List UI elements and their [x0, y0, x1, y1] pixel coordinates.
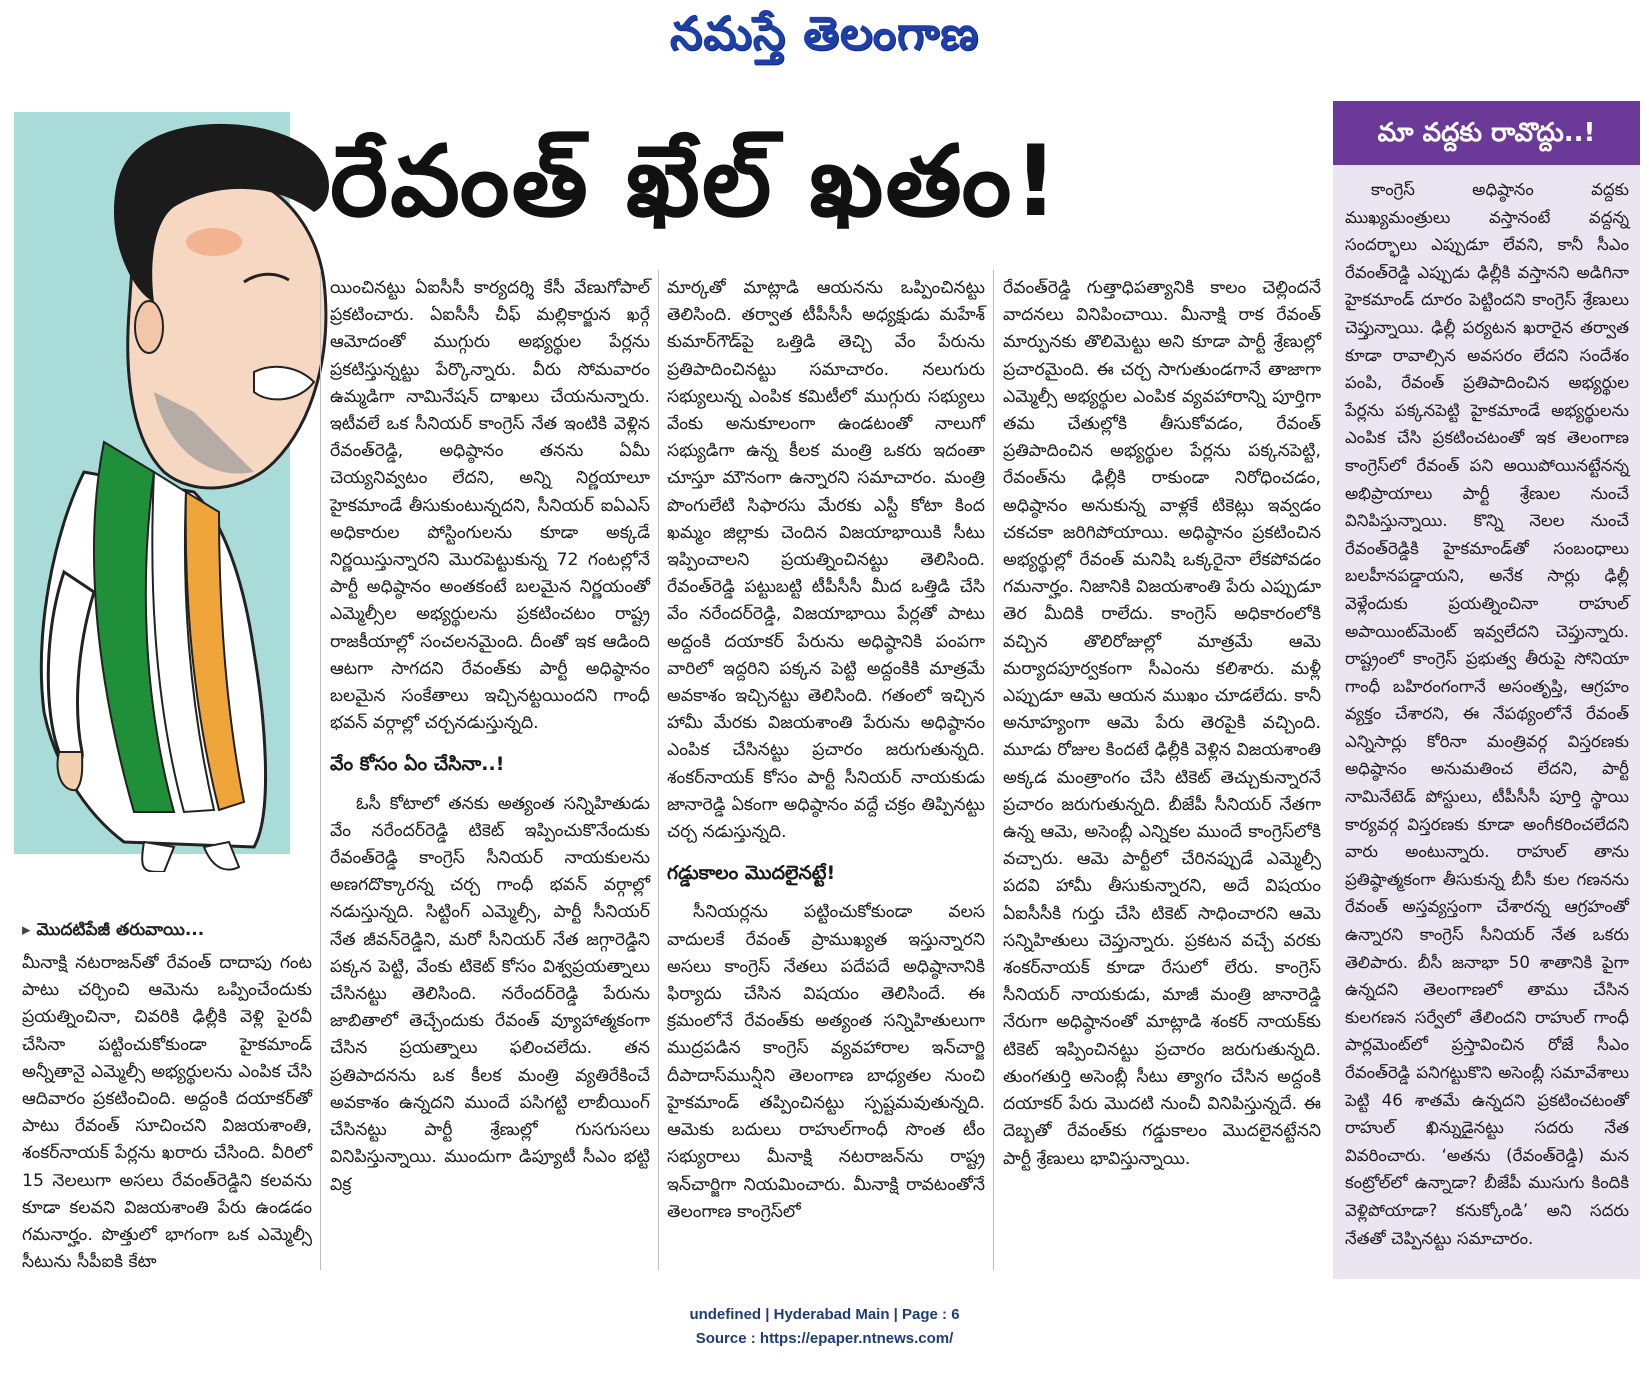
article-column-1 — [22, 950, 312, 1276]
paragraph: కాంగ్రెస్ అధిష్ఠానం వద్దకు ముఖ్యమంత్రులు వస్తానంటే వద్దన్న సందర్భాలు ఎప్పుడూ లేవని, కానీ సీఎం రేవంత్‌రెడ్డి ఎప్పుడు ఢిల్లీకి వస్తానని అడిగినా హైకమాండ్ దూరం పెట్టిందని కాంగ్రెస్ శ్రేణులు చెప్తున్నాయి. ఢిల్లీ పర్యటన ఖరారైన తర్వాత కూడా రావాల్సిన అవసరం లేదని సందేశం పంపి, రేవంత్ ప్రతిపాదించిన అభ్యర్థుల పేర్లను పక్కనపెట్టి హైకమాండే అభ్యర్థులను ఎంపిక చేసి ప్రకటించటంతో ఇక తెలంగాణ కాంగ్రెస్‌లో రేవంత్ పని అయిపోయినట్టేనన్న అభిప్రాయాలు పార్టీ శ్రేణుల నుంచే వినిపిస్తున్నాయి. కొన్ని నెలల నుంచే రేవంత్‌రెడ్డికి హైకమాండ్‌తో సంబంధాలు బలహీనపడ్డాయని, అనేక సార్లు ఢిల్లీ వెళ్లేందుకు ప్రయత్నించినా రాహుల్ అపాయింట్‌మెంట్ ఇవ్వలేదని చెప్తున్నారు. రాష్ట్రంలో కాంగ్రెస్ ప్రభుత్వ తీరుపై సోనియా గాంధీ బహిరంగంగానే అసంతృప్తి, ఆగ్రహం వ్యక్తం చేశారని, ఈ నేపథ్యంలోనే రేవంత్ ఎన్నిసార్లు కోరినా మంత్రివర్గ విస్తరణకు అధిష్ఠానం అనుమతించ లేదని, పార్టీ నామినేటెడ్ పోస్టులు, టీపీసీసీ పూర్తి స్థాయి కార్యవర్గ విస్తరణకు కూడా అంగీకరించలేదని వారు అంటున్నారు. రాహుల్ తాను ప్రతిష్ఠాత్మకంగా తీసుకున్న బీసీ కుల గణనను రేవంత్ అస్తవ్యస్తంగా చేశారన్న ఆగ్రహంతో ఉన్నారని కాంగ్రెస్ సీనియర్ నేత ఒకరు తెలిపారు. బీసీ జనాభా 50 శాతానికి పైగా ఉన్నదని తెలంగాణలో తాము చేసిన కులగణన సర్వేలో తేలిందని రాహుల్ గాంధీ పార్లమెంట్‌లో ప్రస్తావించిన రోజే సీఎం రేవంత్‌రెడ్డి పనిగట్టుకొని అసెంబ్లీ సమావేశాలు పెట్టి 46 శాతమే ఉన్నదని ప్రకటించటంతో రాహుల్ ఖిన్నుడైనట్టు సదరు నేత వివరించారు. ‘అతను (రేవంత్‌రెడ్డి) మన కంట్రోల్‌లో ఉన్నాడా? బీజేపీ ముసుగు కిందికి వెళ్లిపోయాడా? కనుక్కోండి’ అని సదరు నేతతో చెప్పినట్టు సమాచారం. — [1345, 180, 1629, 1248]
article-column-4 — [1003, 275, 1321, 1173]
sidebar-title: మా వద్దకు రావొద్దు..! — [1333, 101, 1640, 165]
footer-source-link[interactable]: Source : https://epaper.ntnews.com/ — [695, 1330, 954, 1347]
masthead-logo: నమస్తే తెలంగాణ — [669, 6, 980, 60]
article-column-2 — [330, 275, 650, 1199]
headline: రేవంత్ ఖేల్ ఖతం! — [330, 125, 1061, 239]
article-column-3 — [667, 275, 985, 1226]
footer-edition-info: undefined | Hyderabad Main | Page : 6 — [689, 1306, 960, 1323]
paragraph: మార్కతో మాట్లాడి ఆయనను ఒప్పించినట్టు తెలిసింది. తర్వాత టీపీసీసీ అధ్యక్షుడు మహేశ్ కుమార్‌గౌడ్‌పై ఒత్తిడి తెచ్చి వేం పేరును ప్రతిపాదించినట్టు సమాచారం. నలుగురు సభ్యులున్న ఎంపిక కమిటీలో ముగ్గురు సభ్యులు వేంకు అనుకూలంగా ఉండటంతో నాలుగో సభ్యుడిగా ఉన్న కీలక మంత్రి ఒకరు ఇదంతా చూస్తూ మౌనంగా ఉన్నారని సమాచారం. మంత్రి పొంగులేటి సిఫారసు మేరకు ఎస్టీ కోటా కింద ఖమ్మం జిల్లాకు చెందిన విజయాభాయికి సీటు ఇప్పించాలని ప్రయత్నించినట్టు తెలిసింది. రేవంత్‌రెడ్డి పట్టుబట్టి టీపీసీసీ మీద ఒత్తిడి చేసి వేం నరేందర్‌రెడ్డి, విజయాభాయి పేర్లతో పాటు అద్దంకి దయాకర్ పేరును అధిష్ఠానికి పంపగా వారిలో ఇద్దరిని పక్కన పెట్టి అద్దంకికి మాత్రమే అవకాశం ఇచ్చినట్టు తెలిసింది. గతంలో ఇచ్చిన హామీ మేరకు విజయశాంతి పేరును అధిష్ఠానం ఎంపిక చేసినట్టు ప్రచారం జరుగుతున్నది. శంకర్‌నాయక్ కోసం పార్టీ సీనియర్ నాయకుడు జానారెడ్డి ఏకంగా అధిష్ఠానం వద్దే చక్రం తిప్పినట్టు చర్చ నడుస్తున్నది. — [667, 278, 985, 843]
sidebar-text — [1345, 176, 1629, 1252]
subheading: వేం కోసం ఏం చేసినా..! — [330, 753, 505, 776]
paragraph: రేవంత్‌రెడ్డి గుత్తాధిపత్యానికి కాలం చెల్లిందనే వాదనలు వినిపించాయి. మీనాక్షి రాక రేవంత్ మార్పునకు తొలిమెట్టు అని కూడా పార్టీ శ్రేణుల్లో ప్రచారమైంది. ఈ చర్చ సాగుతుండగానే తాజాగా ఎమ్మెల్సీ అభ్యర్థుల ఎంపిక వ్యవహారాన్ని పూర్తిగా తమ చేతుల్లోకి తీసుకోవడం, రేవంత్ ప్రతిపాదించిన అభ్యర్థుల పేర్లను పక్కనపెట్టి, రేవంత్‌ను ఢిల్లీకి రాకుండా నిరోధించడం, అధిష్ఠానం అనుకున్న వాళ్లకే టికెట్లు ఇవ్వడం చకచకా జరిగిపోయాయి. అధిష్ఠానం ప్రకటించిన అభ్యర్థుల్లో రేవంత్ మనిషి ఒక్కరైనా లేకపోవడం గమనార్హం. నిజానికి విజయశాంతి పేరు ఎప్పుడూ తెర మీదికి రాలేదు. కాంగ్రెస్ అధికారంలోకి వచ్చిన తొలిరోజుల్లో మాత్రమే ఆమె మర్యాదపూర్వకంగా సీఎంను కలిశారు. మళ్లీ ఎప్పుడూ ఆమె ఆయన ముఖం చూడలేదు. కానీ అనూహ్యంగా ఆమె పేరు తెరపైకి వచ్చింది. మూడు రోజుల కిందటే ఢిల్లీకి వెళ్లిన విజయశాంతి అక్కడ మంత్రాంగం చేసి టికెట్ తెచ్చుకున్నారనే ప్రచారం జరుగుతున్నది. బీజేపీ సీనియర్ నేతగా ఉన్న ఆమె, అసెంబ్లీ ఎన్నికల ముందే కాంగ్రెస్‌లోకి వచ్చారు. ఆమె పార్టీలో చేరినప్పుడే ఎమ్మెల్సీ పదవి హామీ తీసుకున్నారని, అదే విషయం ఏఐసీసీకి గుర్తు చేసి టికెట్ సాధించారని ఆమె సన్నిహితులు చెప్తున్నారు. ప్రకటన వచ్చే వరకు శంకర్‌నాయక్ కూడా రేసులో లేరు. కాంగ్రెస్ సీనియర్ నాయకుడు, మాజీ మంత్రి జానారెడ్డి నేరుగా అధిష్ఠానంతో మాట్లాడి శంకర్ నాయక్‌కు టికెట్ ఇప్పించినట్టు ప్రచారం జరుగుతున్నది. తుంగతుర్తి అసెంబ్లీ సీటు త్యాగం చేసిన అద్దంకి దయాకర్ పేరు మొదటి నుంచీ వినిపిస్తున్నదే. ఈ దెబ్బతో రేవంత్‌కు గడ్డుకాలం మొదలైనట్టేనని పార్టీ శ్రేణులు భావిస్తున్నాయి. — [1003, 278, 1321, 1169]
column-divider — [320, 270, 321, 1270]
paragraph: ఓసీ కోటాలో తనకు అత్యంత సన్నిహితుడు వేం నరేందర్‌రెడ్డి టికెట్ ఇప్పించుకొనేందుకు రేవంత్‌రెడ్డి కాంగ్రెస్ సీనియర్ నాయకులను అణగదొక్కారన్న చర్చ గాంధీ భవన్ వర్గాల్లో నడుస్తున్నది. సిట్టింగ్ ఎమ్మెల్సీ, పార్టీ సీనియర్ నేత జీవన్‌రెడ్డిని, మరో సీనియర్ నేత జగ్గారెడ్డిని పక్కన పెట్టి, వేంకు టికెట్ కోసం విశ్వప్రయత్నాలు చేసినట్టు తెలిసింది. నరేందర్‌రెడ్డి పేరును జాబితాలో తెచ్చేందుకు రేవంత్ వ్యూహాత్మకంగా చేసిన ప్రయత్నాలు ఫలించలేదు. తన ప్రతిపాదనను ఒక కీలక మంత్రి వ్యతిరేకించే అవకాశం ఉన్నదని ముందే పసిగట్టి లాబీయింగ్ చేసినట్టు పార్టీ శ్రేణుల్లో గుసగుసలు వినిపిస్తున్నాయి. ముందుగా డిప్యూటీ సీఎం భట్టి విక్ర — [330, 793, 650, 1195]
paragraph: యించినట్టు ఏఐసీసీ కార్యదర్శి కేసీ వేణుగోపాల్ ప్రకటించారు. ఏఐసీసీ చీఫ్ మల్లికార్జున ఖర్గే ఆమోదంతో ముగ్గురు అభ్యర్థుల పేర్లను ప్రకటిస్తున్నట్టు పేర్కొన్నారు. వీరు సోమవారం ఉమ్మడిగా నామినేషన్ దాఖలు చేయనున్నారు. ఇటీవలే ఒక సీనియర్ కాంగ్రెస్ నేత ఇంటికి వెళ్లిన రేవంత్‌రెడ్డి, అధిష్ఠానం తనను ఏమీ చెయ్యనివ్వటం లేదని, అన్ని నిర్ణయాలూ హైకమాండే తీసుకుంటున్నదని, సీనియర్ ఐఏఎస్ అధికారుల పోస్టింగులను కూడా అక్కడే నిర్ణయిస్తున్నారని మొరపెట్టుకున్న 72 గంటల్లోనే పార్టీ అధిష్ఠానం అంతకంటే బలమైన నిర్ణయంతో ఎమ్మెల్సీల అభ్యర్థులను ప్రకటించటం రాష్ట్ర రాజకీయాల్లో సంచలనమైంది. దీంతో ఇక ఆడింది ఆటగా సాగదని రేవంత్‌కు పార్టీ అధిష్ఠానం బలమైన సంకేతాలు ఇచ్చినట్టయిందని గాంధీ భవన్ వర్గాల్లో చర్చనడుస్తున్నది. — [330, 278, 650, 734]
continued-label: మొదటిపేజీ తరువాయి... — [36, 920, 205, 940]
column-divider — [658, 270, 659, 1270]
paragraph: సీనియర్లను పట్టించుకోకుండా వలస వాదులకే రేవంత్ ప్రాముఖ్యత ఇస్తున్నారని అసలు కాంగ్రెస్ నేతలు పదేపదే అధిష్ఠానానికి ఫిర్యాదు చేసిన విషయం తెలిసిందే. ఈ క్రమంలోనే రేవంత్‌కు అత్యంత సన్నిహితులుగా ముద్రపడిన కాంగ్రెస్ వ్యవహారాల ఇన్‌చార్జి దీపాదాస్‌మున్షీని తెలంగాణ బాధ్యతల నుంచి హైకమాండ్ తప్పించినట్టు స్పష్టమవుతున్నది. ఆమెకు బదులు రాహుల్‌గాంధీ సొంత టీం సభ్యురాలు మీనాక్షి నటరాజన్‌ను రాష్ట్ర ఇన్‌చార్జిగా నియమించారు. మీనాక్షి రావటంతోనే తెలంగాణ కాంగ్రెస్‌లో — [667, 902, 985, 1222]
chevron-right-icon: ▸ — [22, 920, 31, 940]
continued-from-front-page — [22, 920, 312, 944]
paragraph: మీనాక్షి నటరాజన్‌తో రేవంత్ దాదాపు గంట పాటు చర్చించి ఆమెను ఒప్పించేందుకు ప్రయత్నించినా, చివరికి ఢిల్లీకి వెళ్లి పైరవీ చేసినా పట్టించుకోకుండా హైకమాండ్ అన్నీతానై ఎమ్మెల్సీ అభ్యర్థులను ఎంపిక చేసి ఆదివారం ప్రకటించింది. అద్దంకి దయాకర్‌తో పాటు రేవంత్ సూచించని విజయశాంతి, శంకర్‌నాయక్ పేర్లను ఖరారు చేసింది. వీరిలో 15 నెలలుగా అసలు రేవంత్‌రెడ్డిని కలవను కూడా కలవని విజయశాంతి పేరు ఉండడం గమనార్హం. పొత్తులో భాగంగా ఒక ఎమ్మెల్సీ సీటును సీపీఐకి కేటా — [22, 953, 312, 1273]
subheading: గడ్డుకాలం మొదలైనట్టే! — [667, 862, 836, 885]
column-divider — [993, 270, 994, 1270]
